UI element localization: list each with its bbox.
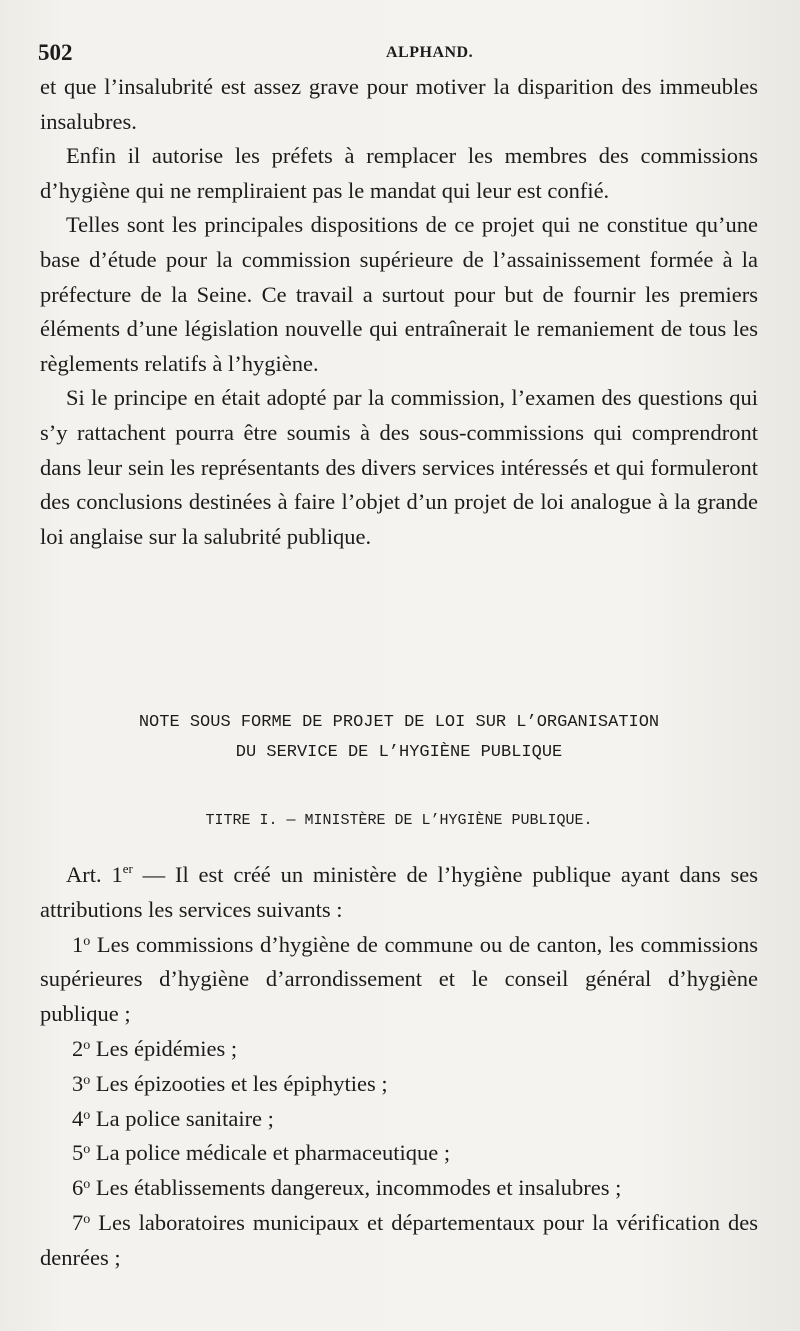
list-item: 7$^o$ Les laboratoires municipaux et départementaux pour la vérification des denrées ; xyxy=(40,1209,758,1270)
paragraph: Si le principe en était adopté par la commission, l’examen des questions qui s’y rattachent pourra être soumis à des sous-commissions qui comprendront dans leur sein les représentants des divers services intéressés et qui formuleront des conclusions destinées à faire l’objet d’un projet de loi analogue à la grande loi anglaise sur la salubrité publique. xyxy=(40,385,758,549)
running-head: ALPHAND. xyxy=(386,44,474,61)
body-text xyxy=(40,70,758,554)
titre-heading: TITRE I. — MINISTÈRE DE L’HYGIÈNE PUBLIQUE. xyxy=(205,812,593,829)
article-text: — Il est créé un ministère de l’hygiène publique ayant dans ses attributions les services suivants : xyxy=(40,862,759,922)
list-item: 3$^o$ Les épizooties et les épiphyties ; xyxy=(72,1070,388,1096)
paragraph: Telles sont les principales dispositions de ce projet qui ne constitue qu’une base d’étude pour la commission supérieure de l’assainissement formée à la préfecture de la Seine. Ce travail a surtout pour but de fournir les premiers éléments d’une législation nouvelle qui entraînerait le remaniement de tous les règlements relatifs à l’hygiène. xyxy=(40,212,758,376)
article-1 xyxy=(40,858,758,928)
paragraph: et que l’insalubrité est assez grave pour motiver la disparition des immeubles insalubres. xyxy=(40,74,758,134)
list-item: 5$^o$ La police médicale et pharmaceutique ; xyxy=(72,1140,451,1166)
article-sup: er xyxy=(122,861,133,876)
article-label: Art. 1 xyxy=(66,862,123,887)
heading-line: NOTE SOUS FORME DE PROJET DE LOI SUR L’ORGANISATION xyxy=(138,713,660,732)
paragraph: Enfin il autorise les préfets à remplacer les membres des commissions d’hygiène qui ne rempliraient pas le mandat qui leur est confié. xyxy=(40,143,758,203)
list-item: 1$^o$ Les commissions d’hygiène de commune ou de canton, les commissions supérieures d’hygiène d’arrondissement et le conseil général d’hygiène publique ; xyxy=(40,931,758,1027)
list-item: 2$^o$ Les épidémies ; xyxy=(72,1035,238,1061)
list-item: 4$^o$ La police sanitaire ; xyxy=(72,1105,274,1131)
article-block xyxy=(40,858,758,1276)
section-heading xyxy=(40,708,758,768)
page-header xyxy=(38,40,758,70)
list-item: 6$^o$ Les établissements dangereux, incommodes et insalubres ; xyxy=(72,1175,622,1201)
page-number: 502 xyxy=(38,40,73,65)
heading-line: DU SERVICE DE L’HYGIÈNE PUBLIQUE xyxy=(235,743,563,762)
